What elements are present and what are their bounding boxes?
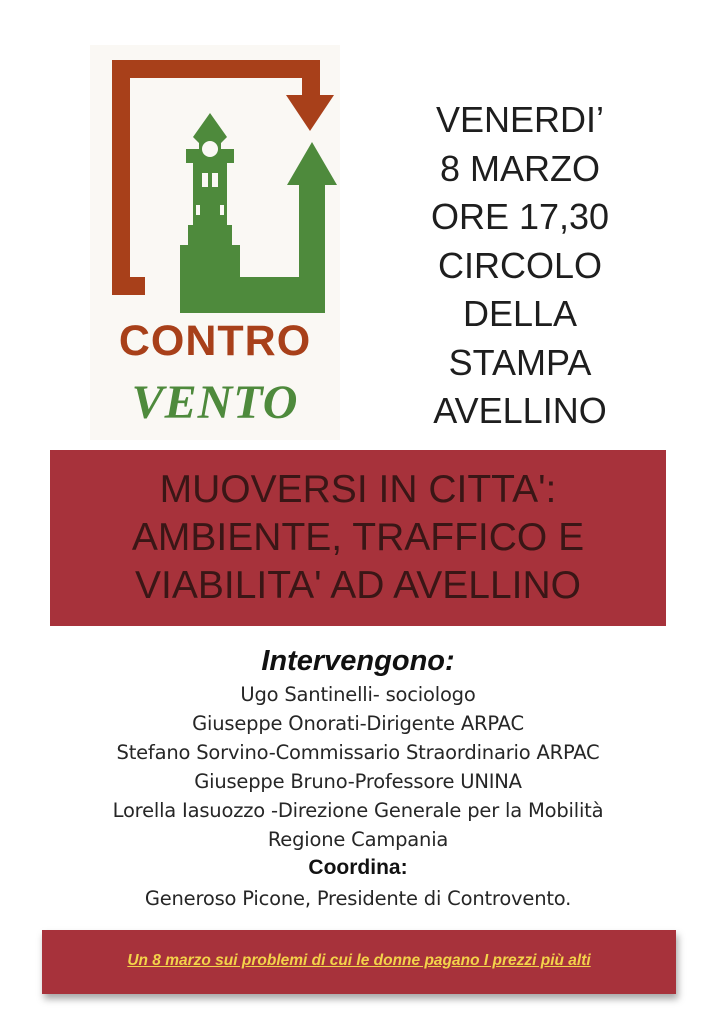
logo-word-vento: VENTO (131, 376, 299, 429)
speaker-line: Stefano Sorvino-Commissario Straordinario ARPAC (116, 741, 600, 764)
bell-tower-arrows-icon (90, 45, 340, 320)
event-venue-line: STAMPA (448, 341, 592, 383)
title-banner (50, 450, 666, 626)
logo-word-contro: CONTRO (118, 317, 312, 365)
speakers-heading: Intervengono: (261, 645, 455, 677)
coordinator-name: Generoso Picone, Presidente di Controvento. (144, 887, 572, 910)
event-date: 8 MARZO (439, 147, 600, 189)
event-title (50, 466, 666, 610)
speaker-line: Lorella Iasuozzo -Direzione Generale per la Mobilità (112, 799, 604, 822)
speaker-line: Regione Campania (267, 828, 449, 851)
event-venue-line: DELLA (462, 293, 578, 334)
event-details (400, 96, 640, 436)
coordinator-heading: Coordina: (308, 856, 408, 879)
event-time: ORE 17,30 (430, 196, 610, 237)
title-line: AMBIENTE, TRAFFICO E (131, 516, 585, 559)
event-day: VENERDI’ (435, 99, 605, 140)
title-line: VIABILITA' AD AVELLINO (134, 564, 582, 607)
speakers-section (50, 642, 666, 915)
event-city: AVELLINO (433, 390, 607, 431)
footer-banner (42, 930, 676, 994)
speaker-line: Giuseppe Bruno-Professore UNINA (194, 770, 522, 793)
controvento-logo (90, 45, 340, 440)
speaker-line: Giuseppe Onorati-Dirigente ARPAC (192, 712, 524, 735)
title-line: MUOVERSI IN CITTA': (159, 468, 557, 511)
footer-slogan: Un 8 marzo sui problemi di cui le donne pagano I prezzi più alti (127, 952, 591, 969)
event-venue-line: CIRCOLO (437, 244, 603, 286)
speaker-line: Ugo Santinelli- sociologo (240, 683, 476, 706)
